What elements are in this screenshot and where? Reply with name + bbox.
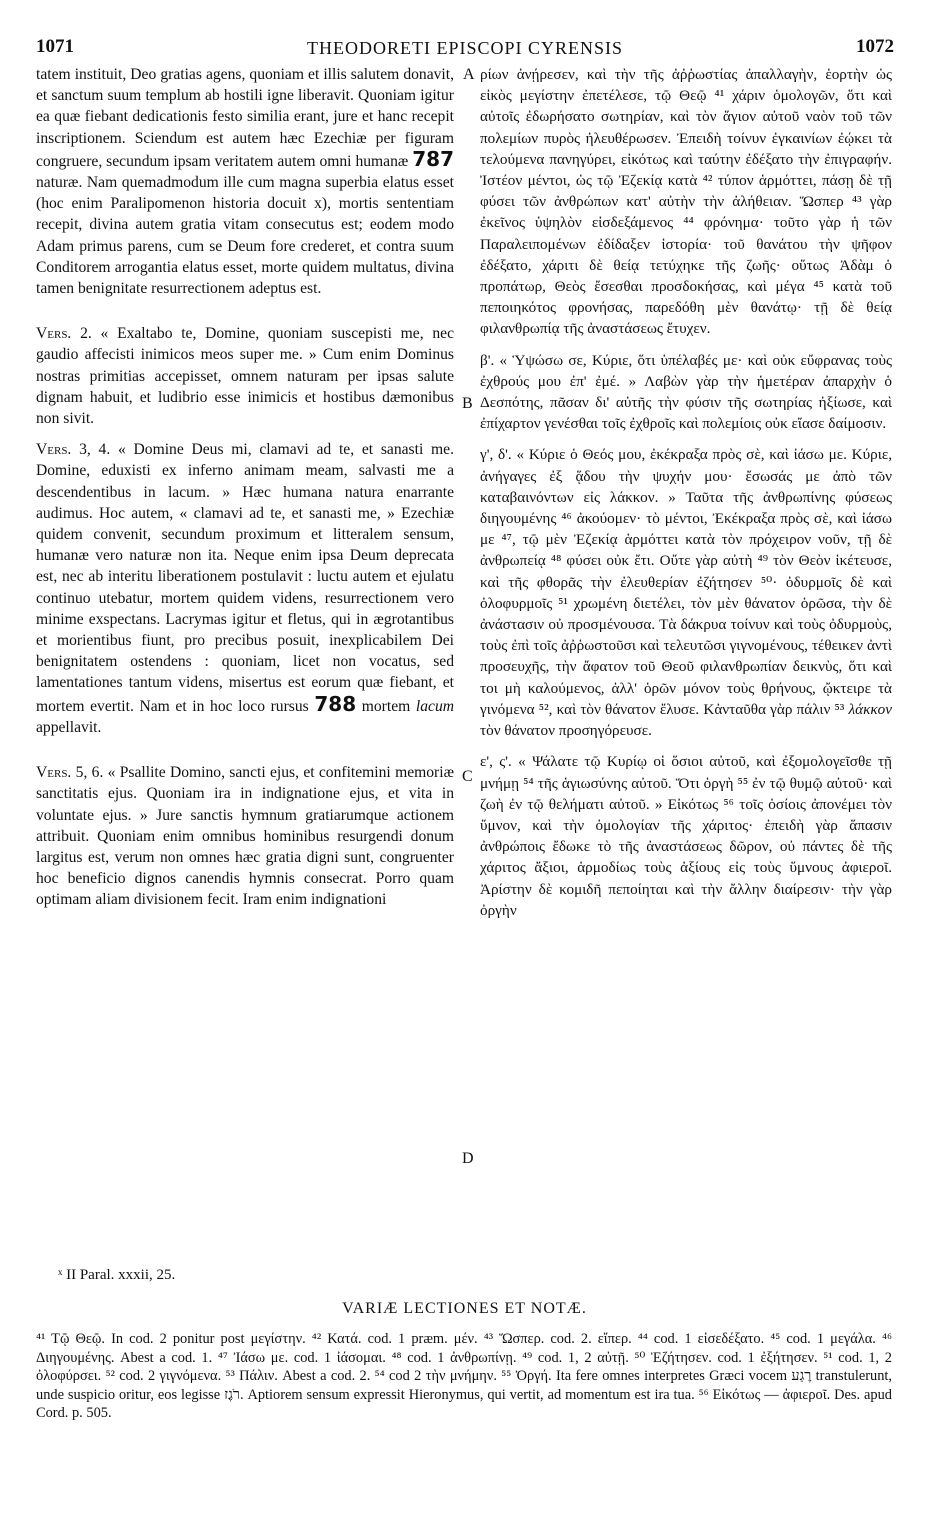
latin-italic-text: lacum	[415, 697, 454, 715]
variant-readings-notes: ⁴¹ Τῷ Θεῷ. In cod. 2 ponitur post μεγίστην. ⁴² Κατά. cod. 1 præm. μέν. ⁴³ Ὥσπερ. cod. 2. εἴπερ. ⁴⁴ cod. 1 εἰσεδέξατο. ⁴⁵ cod. 1 μεγάλα. ⁴⁶ Διηγουμένης. Abest a cod. 1. ⁴⁷ Ἰάσω με. cod. 1 ἰάσομαι. ⁴⁸ cod. 1 ἀνθρωπίνῃ. ⁴⁹ cod. 1, 2 αὐτῇ. ⁵⁰ Ἐζήτησεν. cod. 1 ἐξήτησεν. ⁵¹ cod. 1, 2 ὀλοφύρσει. ⁵² cod. 2 γιγνόμενα. ⁵³ Πάλιν. Abest a cod. 2. ⁵⁴ cod 2 τὴν μνήμην. ⁵⁵ Ὀργή. Ita fere omnes interpretes Græci vocem רֶגַע transtulerunt, unde suspicio oritur, eos legisse רֹגֶז. Aptiorem sensum expressit Hieronymus, qui vertit, ad momentum est ira tua. ⁵⁶ Εἰκότως — ἀφιεροῖ. Des. apud Cord. p. 505.	[36, 1331, 892, 1422]
section-marker-b: B	[462, 395, 473, 412]
greek-italic-text: λάκκον	[848, 700, 892, 718]
section-marker-c: C	[462, 768, 473, 785]
latin-text: appellavit.	[36, 718, 102, 736]
latin-verse-3-4	[36, 439, 454, 738]
latin-text: « Exaltabo te, Domine, quoniam suscepisti me, nec gaudio affecisti inimicos meos super me. » Cum enim Dominus nostras primitias accepisset, omnem naturam per ipsas salute dignam habuit, et ludibrio esse inimicis et hostibus dæmonibus non sivit.	[36, 325, 454, 428]
notes-heading: VARIÆ LECTIONES ET NOTÆ.	[342, 1300, 587, 1317]
latin-text: mortem	[361, 697, 411, 715]
page-number-left: 1071	[36, 36, 74, 57]
greek-verse-3-4	[480, 444, 892, 741]
page-number-right: 1072	[856, 36, 894, 57]
greek-column	[480, 64, 892, 921]
greek-verse-5-6: ε', ς'. « Ψάλατε τῷ Κυρίῳ οἱ ὅσιοι αὐτοῦ, καὶ ἐξομολογεῖσθε τῇ μνήμῃ ⁵⁴ τῆς ἁγιωσύνης αὐτοῦ. Ὅτι ὀργὴ ⁵⁵ ἐν τῷ θυμῷ αὐτοῦ· καὶ ζωὴ ἐν τῷ θελήματι αὐτοῦ. » Εἰκότως ⁵⁶ τοῖς ὁσίοις ἀπονέμει τὸν ὕμνον, καὶ τὴν ὁμολογίαν τῆς χάριτος· ἐπειδὴ γὰρ ἅπασιν ἀνθρώποις ἔδωκε τὸ τῆς ἀναστάσεως δῶρον, οὐ πάντες δὲ τῆς χάριτος ἄξιοι, ἁρμοδίως τοὺς ἀξίους εἰς τοὺς ὕμνους ἀφιεροῖ. Ἀρίστην δὲ κομιδῆ πεποίηται καὶ τὴν ἄλλην διαίρεσιν· τὴν γὰρ ὀργὴν	[480, 753, 892, 919]
running-title: THEODORETI EPISCOPI CYRENSIS	[306, 38, 624, 58]
latin-paragraph	[36, 64, 454, 299]
verse-label: Vers. 3, 4.	[36, 441, 111, 459]
latin-verse-5-6	[36, 762, 454, 910]
verse-label: Vers. 5, 6.	[36, 764, 104, 782]
latin-text: « Domine Deus mi, clamavi ad te, et sanasti me. Domine, eduxisti ex inferno animam meam, salvasti me a descendentibus in lacum. » Hæc humana natura enarrante audimus. Hoc autem, « clamavi ad te, et sanasti me, » Ezechiæ quidem convenit, secundum proximum et litteralem sensum, humanæ vero naturæ non ita. Neque enim ipsa Deum deprecata est, nec ab interitu liberationem postulavit : luctu autem et ejulatu continuo utebatur, mortem quidem videns, resurrectionem vero minime exspectans. Lacrymas igitur et fletus, qui in ægrotantibus et morientibus fiunt, pro precibus posuit, inexplicabilem Dei benignitatem ostendens : quoniam, licet non vocatus, sed lamentationes tantum videns, misertus est eorum quæ fiebant, et mortem evertit. Nam et in hoc loco rursus	[36, 441, 454, 715]
greek-text: γ', δ'. « Κύριε ὁ Θεός μου, ἐκέκραξα πρὸς σὲ, καὶ ἰάσω με. Κύριε, ἀνήγαγες ἐξ ᾅδου τὴν ψυχήν μου· ἔσωσάς με ἀπὸ τῶν καταβαινόντων εἰς λάκκον. » Ταῦτα τῆς ἀνθρωπίνης φύσεως διηγουμένης ⁴⁶ ἀκούομεν· τὸ μέντοι, Ἐκέκραξα πρὸς σὲ, καὶ ἰάσω με ⁴⁷, τῷ μὲν Ἐζεκίᾳ ἁρμόττει κατὰ τὸν πρόχειρον νοῦν, τῇ δὲ ἀνθρωπείᾳ ⁴⁸ φύσει οὐκ ἔτι. Οὔτε γὰρ αὐτὴ ⁴⁹ τὸν Θεὸν ἱκέτευσε, καὶ τῆς φθορᾶς τὴν ἐλευθερίαν ἐζήτησεν ⁵⁰· ὀδυρμοῖς δὲ καὶ ὀλοφυρμοῖς ⁵¹ χρωμένη διετέλει, τὸν μὲν θάνατον ὁρῶσα, τὴν δὲ ἀνάστασιν οὐ προσμένουσα. Τὰ δάκρυα τοίνυν καὶ τοὺς ὀδυρμοὺς, τοὺς ἐπὶ τοῖς ἀῤῥωστοῦσι καὶ τελευτῶσι γιγνομένους, τέθεικεν ἀντὶ προσευχῆς, τὴν ἄφατον τοῦ Θεοῦ φιλανθρωπίαν δεικνὺς, ὅτι καὶ τοι μὴ καλούμενος, ἀλλ' ὁρῶν μόνον τοὺς θρήνους, ᾤκτειρε τὰ γινόμενα ⁵², καὶ τὸν θάνατον ἔλυσε. Κἀνταῦθα γὰρ πάλιν ⁵³	[480, 446, 892, 718]
latin-column	[36, 64, 454, 911]
migne-column-number: 787	[412, 146, 454, 171]
page-header	[36, 36, 894, 64]
greek-verse-2: β'. « Ὑψώσω σε, Κύριε, ὅτι ὑπέλαβές με· καὶ οὐκ εὔφρανας τοὺς ἐχθρούς μου ἐπ' ἐμέ. » Λαβὼν γὰρ τὴν ἡμετέραν ἀπαρχὴν ὁ Δεσπότης, πᾶσαν δι' αὐτῆς τὴν φύσιν τῆς σωτηρίας ἠξίωσε, καὶ ἐπίχαρτον γενέσθαι τοῖς ἐχθροῖς καὶ πολεμίοις οὐκ εἴασε δαίμοσιν.	[480, 351, 892, 433]
greek-text: τὸν θάνατον προσηγόρευσε.	[480, 722, 652, 740]
latin-verse-2	[36, 323, 454, 429]
latin-text: « Psallite Domino, sancti ejus, et confitemini memoriæ sanctitatis ejus. Quoniam ira in indignatione ejus, et vita in voluntate ejus. » Jure sanctis hymnum gratiarumque actionem attribuit. Quoniam enim omnibus hominibus resurgendi donum largitus est, verum non omnes hæc gratia digni sunt, congruenter hoc beneficio dignos canendis hymnis consecrat. Porro quam optimam aliam divisionem fecit. Iram enim indignationi	[36, 764, 454, 909]
footnote: ˣ II Paral. xxxii, 25.	[58, 1267, 176, 1283]
section-marker-a: A	[463, 66, 475, 83]
latin-text: naturæ. Nam quemadmodum ille cum magna superbia elatus esset (hoc enim Paralipomenon historia docuit x), mortis sententiam recepit, divina autem gratia vitam consecutus est; eodem modo Adam primus parens, cum se Deum fore crederet, et contra suum Conditorem arrogantia elatus esset, morte quidem multatus, divina tamen benignitate resurrectionem adeptus est.	[36, 174, 454, 298]
verse-label: Vers. 2.	[36, 325, 92, 343]
latin-text: tatem instituit, Deo gratias agens, quoniam et illis salutem donavit, et sanctum suum templum ab hostili igne liberavit. Quoniam igitur ea quæ fiebant dedicationis festo similia erant, jure et hanc recepit inscriptionem. Sciendum est autem hæc Ezechiæ per figuram congruere, secundum ipsam veritatem autem omni humanæ	[36, 66, 454, 170]
section-marker-d: D	[462, 1150, 474, 1167]
greek-paragraph: ρίων ἀνῄρεσεν, καὶ τὴν τῆς ἀῤῥωστίας ἀπαλλαγὴν, ἑορτὴν ὡς εἰκὸς μεγίστην ἐπετέλεσε, τῷ Θεῷ ⁴¹ χάριν ὁμολογῶν, ὅτι καὶ αὐτοῖς ἐδωρήσατο σωτηρίαν, καὶ τὸν ἅγιον αὐτοῦ ναὸν τοῦ τῶν πολεμίων πυρὸς ἠλευθέρωσεν. Ἐπειδὴ τοίνυν ἐγκαινίων ἐῴκει τὰ τελούμενα πανηγύρει, εἰκότως καὶ ταύτην ἐδέξατο τὴν ἐπιγραφήν. Ἰστέον μέντοι, ὡς τῷ Ἐζεκίᾳ κατὰ ⁴² τύπον ἁρμόττει, πάσῃ δὲ τῇ φύσει τῶν ἀνθρώπων κατ' αὐτὴν τὴν ἀλήθειαν. Ὥσπερ ⁴³ γὰρ ἐκεῖνος ὑψηλὸν εἰσδεξάμενος ⁴⁴ φρόνημα· τοῦτο γὰρ ἡ τῶν Παραλειπομένων ἐδίδαξεν ἱστορία· τοῦ θανάτου τὴν ψῆφον ἐδέξατο, χάριτι δὲ θείᾳ τετύχηκε τῆς ζωῆς· οὕτως Ἀδὰμ ὁ προπάτωρ, Θεὸς ἔσεσθαι προσδοκήσας, καὶ μέγα ⁴⁵ κατὰ τοῦ πεποιηκότος φρονήσας, παρεδόθη μὲν θανάτῳ· τῇ δὲ θείᾳ φιλανθρωπίᾳ τῆς ἀναστάσεως ἔτυχεν.	[480, 66, 892, 338]
migne-column-number: 788	[314, 691, 357, 716]
